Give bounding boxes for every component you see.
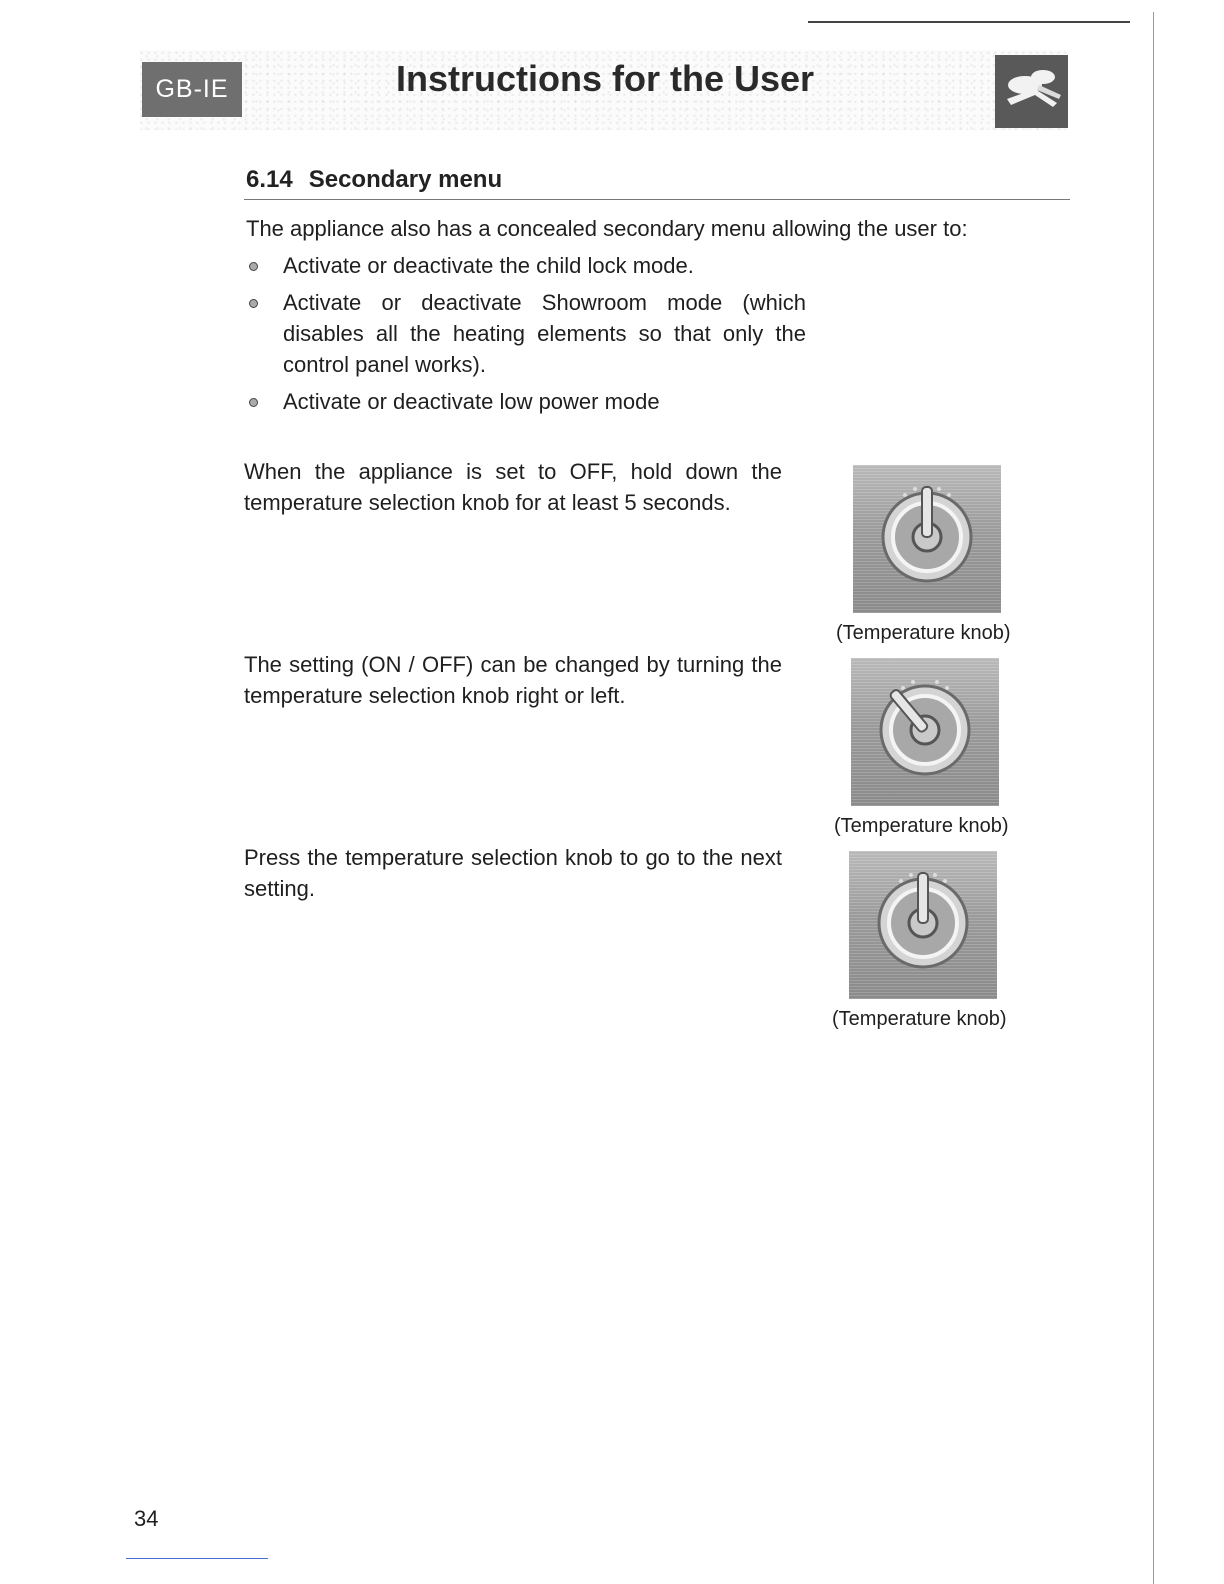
list-item-text: Activate or deactivate the child lock mode. xyxy=(283,253,694,278)
knob-icon xyxy=(851,658,999,806)
list-item xyxy=(246,287,806,380)
temperature-knob-image xyxy=(849,851,997,999)
temperature-knob-image xyxy=(851,658,999,806)
language-badge: GB-IE xyxy=(142,62,242,117)
list-item-text: Activate or deactivate Showroom mode (which disables all the heating elements so that only the control panel works). xyxy=(283,290,806,377)
step-1-text: When the appliance is set to OFF, hold down the temperature selection knob for at least 5 seconds. xyxy=(244,459,782,515)
knob-caption: (Temperature knob) xyxy=(834,815,1009,837)
heading-rule xyxy=(244,199,1070,200)
knob-caption: (Temperature knob) xyxy=(832,1008,1007,1030)
list-item-text: Activate or deactivate low power mode xyxy=(283,389,660,414)
section-heading xyxy=(246,166,502,194)
list-item xyxy=(246,386,806,417)
knob-caption: (Temperature knob) xyxy=(836,622,1011,644)
step-3-text: Press the temperature selection knob to go to the next setting. xyxy=(244,845,782,901)
temperature-knob-image xyxy=(853,465,1001,613)
knob-icon xyxy=(853,465,1001,613)
chef-icon xyxy=(995,55,1068,128)
section-title: Secondary menu xyxy=(308,166,503,193)
knob-icon xyxy=(849,851,997,999)
feature-list xyxy=(246,250,806,423)
bullet-icon xyxy=(249,398,258,407)
list-item xyxy=(246,250,806,281)
section-number: 6.14 xyxy=(246,166,293,193)
header-title: Instructions for the User xyxy=(396,58,815,99)
intro-paragraph: The appliance also has a concealed secondary menu allowing the user to: xyxy=(246,216,968,241)
step-2-text: The setting (ON / OFF) can be changed by turning the temperature selection knob right or left. xyxy=(244,652,782,708)
bullet-icon xyxy=(249,299,258,308)
top-rule xyxy=(808,21,1130,23)
page-number: 34 xyxy=(134,1506,159,1531)
bullet-icon xyxy=(249,262,258,271)
right-margin-rule xyxy=(1153,12,1154,1584)
bottom-rule xyxy=(126,1558,268,1559)
